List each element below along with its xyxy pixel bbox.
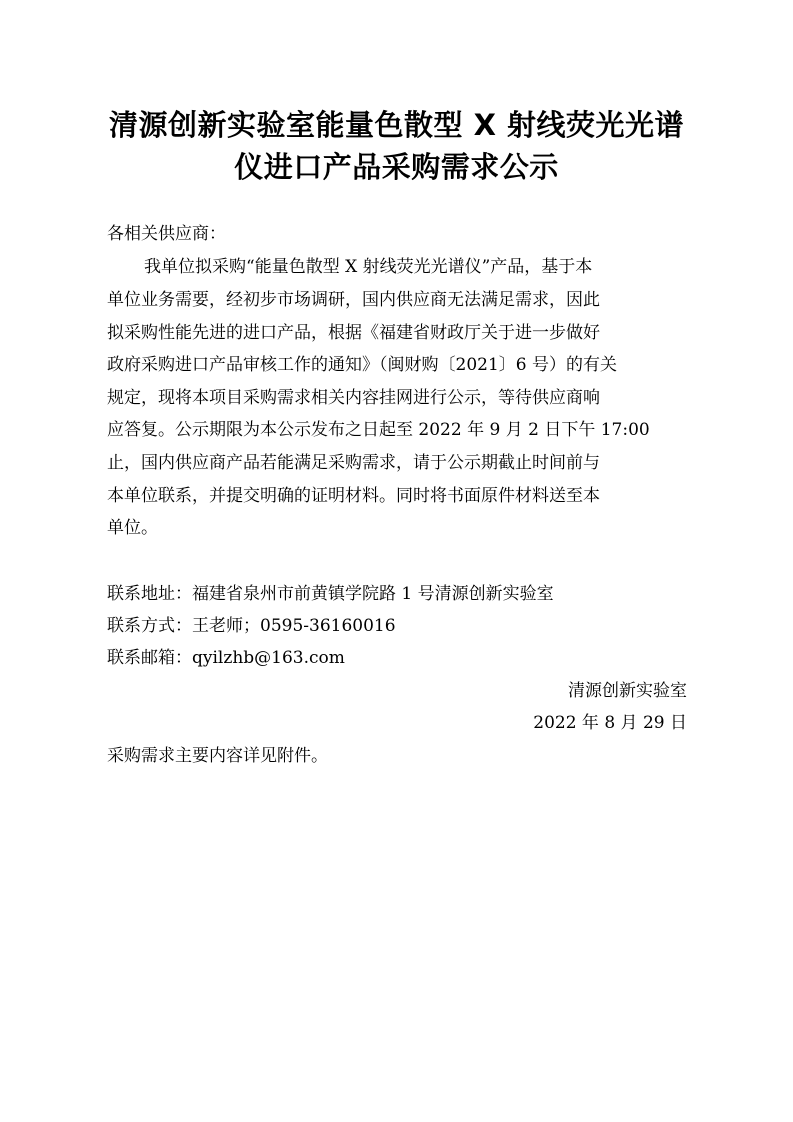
body-line: 本单位联系，并提交明确的证明材料。同时将书面原件材料送至本: [107, 486, 600, 506]
body-line: 规定，现将本项目采购需求相关内容挂网进行公示，等待供应商响: [107, 388, 600, 408]
body-line: 单位业务需要，经初步市场调研，国内供应商无法满足需求，因此: [107, 290, 600, 310]
body-line: 应答复。公示期限为本公示发布之日起至 2022 年 9 月 2 日下午 17:00: [107, 420, 650, 440]
contact-email: 联系邮箱：qyilzhb@163.com: [107, 648, 345, 668]
body-line: 拟采购性能先进的进口产品，根据《福建省财政厅关于进一步做好: [107, 323, 600, 343]
salutation: 各相关供应商：: [107, 224, 226, 244]
signature-org: 清源创新实验室: [568, 681, 687, 701]
footnote: 采购需求主要内容详见附件。: [107, 746, 328, 766]
body-line: 政府采购进口产品审核工作的通知》（闽财购〔2021〕6 号）的有关: [107, 355, 617, 375]
contact-phone: 联系方式：王老师；0595-36160016: [107, 616, 396, 636]
contact-address: 联系地址：福建省泉州市前黄镇学院路 1 号清源创新实验室: [107, 584, 554, 604]
body-line: 止，国内供应商产品若能满足采购需求，请于公示期截止时间前与: [107, 453, 600, 473]
document-title-line-1: 清源创新实验室能量色散型 X 射线荧光光谱: [108, 108, 685, 142]
document-title-line-2: 仪进口产品采购需求公示: [234, 150, 559, 184]
signature-date: 2022 年 8 月 29 日: [533, 713, 687, 733]
body-line: 我单位拟采购“能量色散型 X 射线荧光光谱仪”产品，基于本: [144, 257, 593, 277]
body-line: 单位。: [107, 518, 158, 538]
